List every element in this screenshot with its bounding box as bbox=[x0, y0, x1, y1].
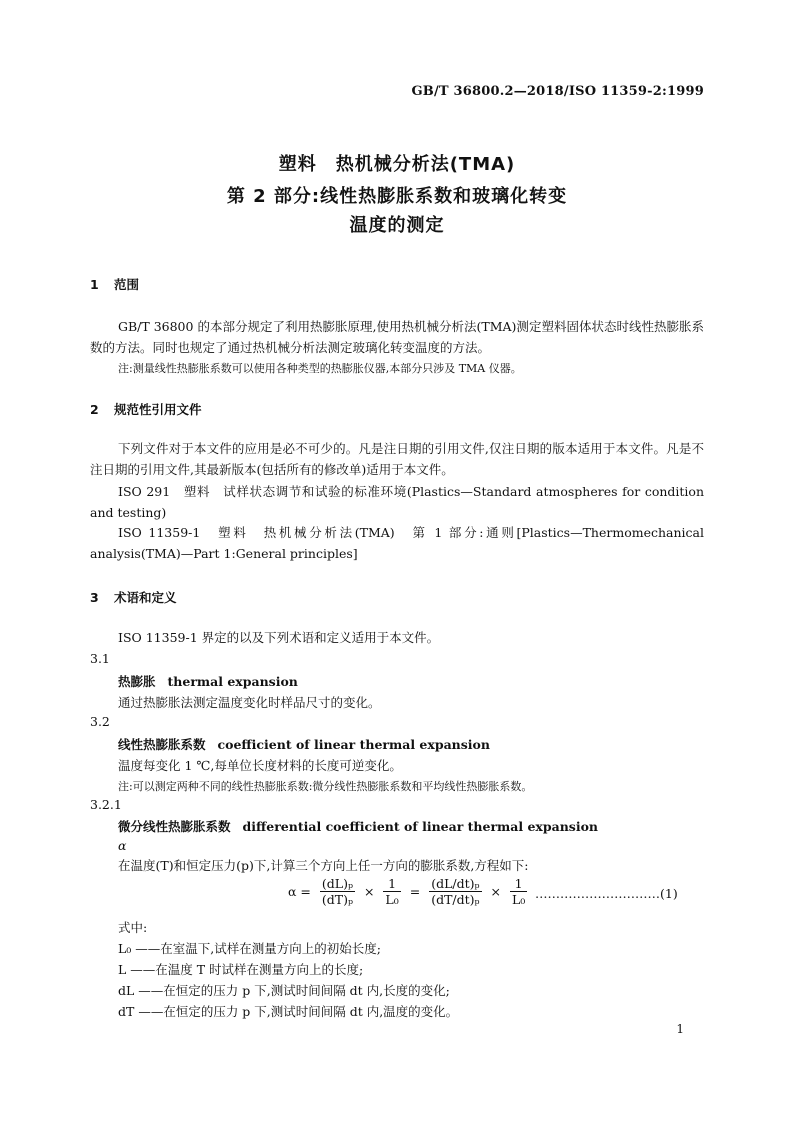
term-3-2-1-number: 3.2.1 bbox=[90, 797, 122, 812]
term-3-2-1-symbol: α bbox=[118, 838, 127, 853]
standard-number-header: GB/T 36800.2—2018/ISO 11359-2:1999 bbox=[411, 84, 704, 99]
term-3-1-number: 3.1 bbox=[90, 651, 110, 666]
term-en: differential coefficient of linear thermal expansion bbox=[242, 819, 599, 834]
page-number: 1 bbox=[676, 1022, 684, 1036]
title-line-1: 塑料 热机械分析法(TMA) bbox=[278, 154, 516, 175]
term-en: thermal expansion bbox=[167, 674, 298, 689]
reference-iso-11359-1: ISO 11359-1 塑料 热机械分析法(TMA) 第 1 部分:通则[Plastics—Thermomechanical analysis(TMA)—Part 1:General principles] bbox=[90, 525, 704, 561]
section-2-heading bbox=[90, 400, 202, 418]
numerator: 1 bbox=[383, 876, 400, 892]
term-3-2-note: 注:可以测定两种不同的线性热膨胀系数:微分线性热膨胀系数和平均线性热膨胀系数。 bbox=[118, 780, 533, 793]
section-3-intro: ISO 11359-1 界定的以及下列术语和定义适用于本文件。 bbox=[118, 630, 440, 645]
formula-1 bbox=[285, 876, 529, 907]
denominator: L₀ bbox=[511, 892, 526, 907]
term-3-2-name bbox=[118, 735, 490, 753]
fraction bbox=[429, 876, 481, 907]
reference-iso-291: ISO 291 塑料 试样状态调节和试验的标准环境(Plastics—Standard atmospheres for condition and testing) bbox=[90, 484, 704, 520]
where-label: 式中: bbox=[118, 920, 148, 935]
where-l: L ——在温度 T 时试样在测量方向上的长度; bbox=[118, 962, 364, 977]
section-number: 1 bbox=[90, 277, 99, 292]
where-dt: dT ——在恒定的压力 p 下,测试时间间隔 dt 内,温度的变化。 bbox=[118, 1004, 459, 1019]
where-dl: dL ——在恒定的压力 p 下,测试时间间隔 dt 内,长度的变化; bbox=[118, 983, 450, 998]
numerator: (dL/dt)ₚ bbox=[429, 876, 481, 892]
term-3-1-name bbox=[118, 672, 298, 690]
title-line-3: 温度的测定 bbox=[349, 215, 445, 236]
times-sign: × bbox=[363, 884, 375, 899]
formula-lhs: α = bbox=[288, 884, 311, 899]
term-3-2-number: 3.2 bbox=[90, 714, 110, 729]
title-line-2: 第 2 部分:线性热膨胀系数和玻璃化转变 bbox=[226, 186, 568, 207]
section-title: 规范性引用文件 bbox=[114, 402, 202, 417]
term-zh: 热膨胀 bbox=[118, 674, 156, 689]
section-title: 术语和定义 bbox=[114, 590, 177, 605]
fraction bbox=[383, 876, 400, 907]
term-3-2-definition: 温度每变化 1 ℃,每单位长度材料的长度可逆变化。 bbox=[118, 758, 402, 773]
term-3-1-definition: 通过热膨胀法测定温度变化时样品尺寸的变化。 bbox=[118, 695, 381, 710]
where-l0: L₀ ——在室温下,试样在测量方向上的初始长度; bbox=[118, 941, 381, 956]
times-sign: × bbox=[490, 884, 501, 899]
section-1-heading bbox=[90, 275, 139, 293]
term-3-2-1-definition: 在温度(T)和恒定压力(p)下,计算三个方向上任一方向的膨胀系数,方程如下: bbox=[118, 858, 529, 873]
term-zh: 微分线性热膨胀系数 bbox=[118, 819, 231, 834]
numerator: (dL)ₚ bbox=[320, 876, 355, 892]
equation-number: …………………………(1) bbox=[535, 886, 678, 901]
equals-sign: = bbox=[409, 884, 421, 899]
denominator: L₀ bbox=[385, 892, 399, 907]
section-3-heading bbox=[90, 588, 177, 606]
section-2-paragraph: 下列文件对于本文件的应用是必不可少的。凡是注日期的引用文件,仅注日期的版本适用于本文件。凡是不注日期的引用文件,其最新版本(包括所有的修改单)适用于本文件。 bbox=[90, 441, 704, 477]
term-en: coefficient of linear thermal expansion bbox=[217, 737, 490, 752]
section-1-note: 注:测量线性热膨胀系数可以使用各种类型的热膨胀仪器,本部分只涉及 TMA 仪器。 bbox=[118, 362, 522, 375]
numerator: 1 bbox=[510, 876, 527, 892]
denominator: (dT)ₚ bbox=[321, 892, 353, 907]
term-zh: 线性热膨胀系数 bbox=[118, 737, 206, 752]
section-number: 3 bbox=[90, 590, 99, 605]
fraction bbox=[510, 876, 527, 907]
term-3-2-1-name bbox=[118, 817, 598, 835]
denominator: (dT/dt)ₚ bbox=[431, 892, 480, 907]
section-number: 2 bbox=[90, 402, 99, 417]
section-title: 范围 bbox=[114, 277, 140, 292]
section-1-paragraph: GB/T 36800 的本部分规定了利用热膨胀原理,使用热机械分析法(TMA)测定塑料固体状态时线性热膨胀系数的方法。同时也规定了通过热机械分析法测定玻璃化转变温度的方法。 bbox=[90, 319, 704, 355]
fraction bbox=[320, 876, 355, 907]
